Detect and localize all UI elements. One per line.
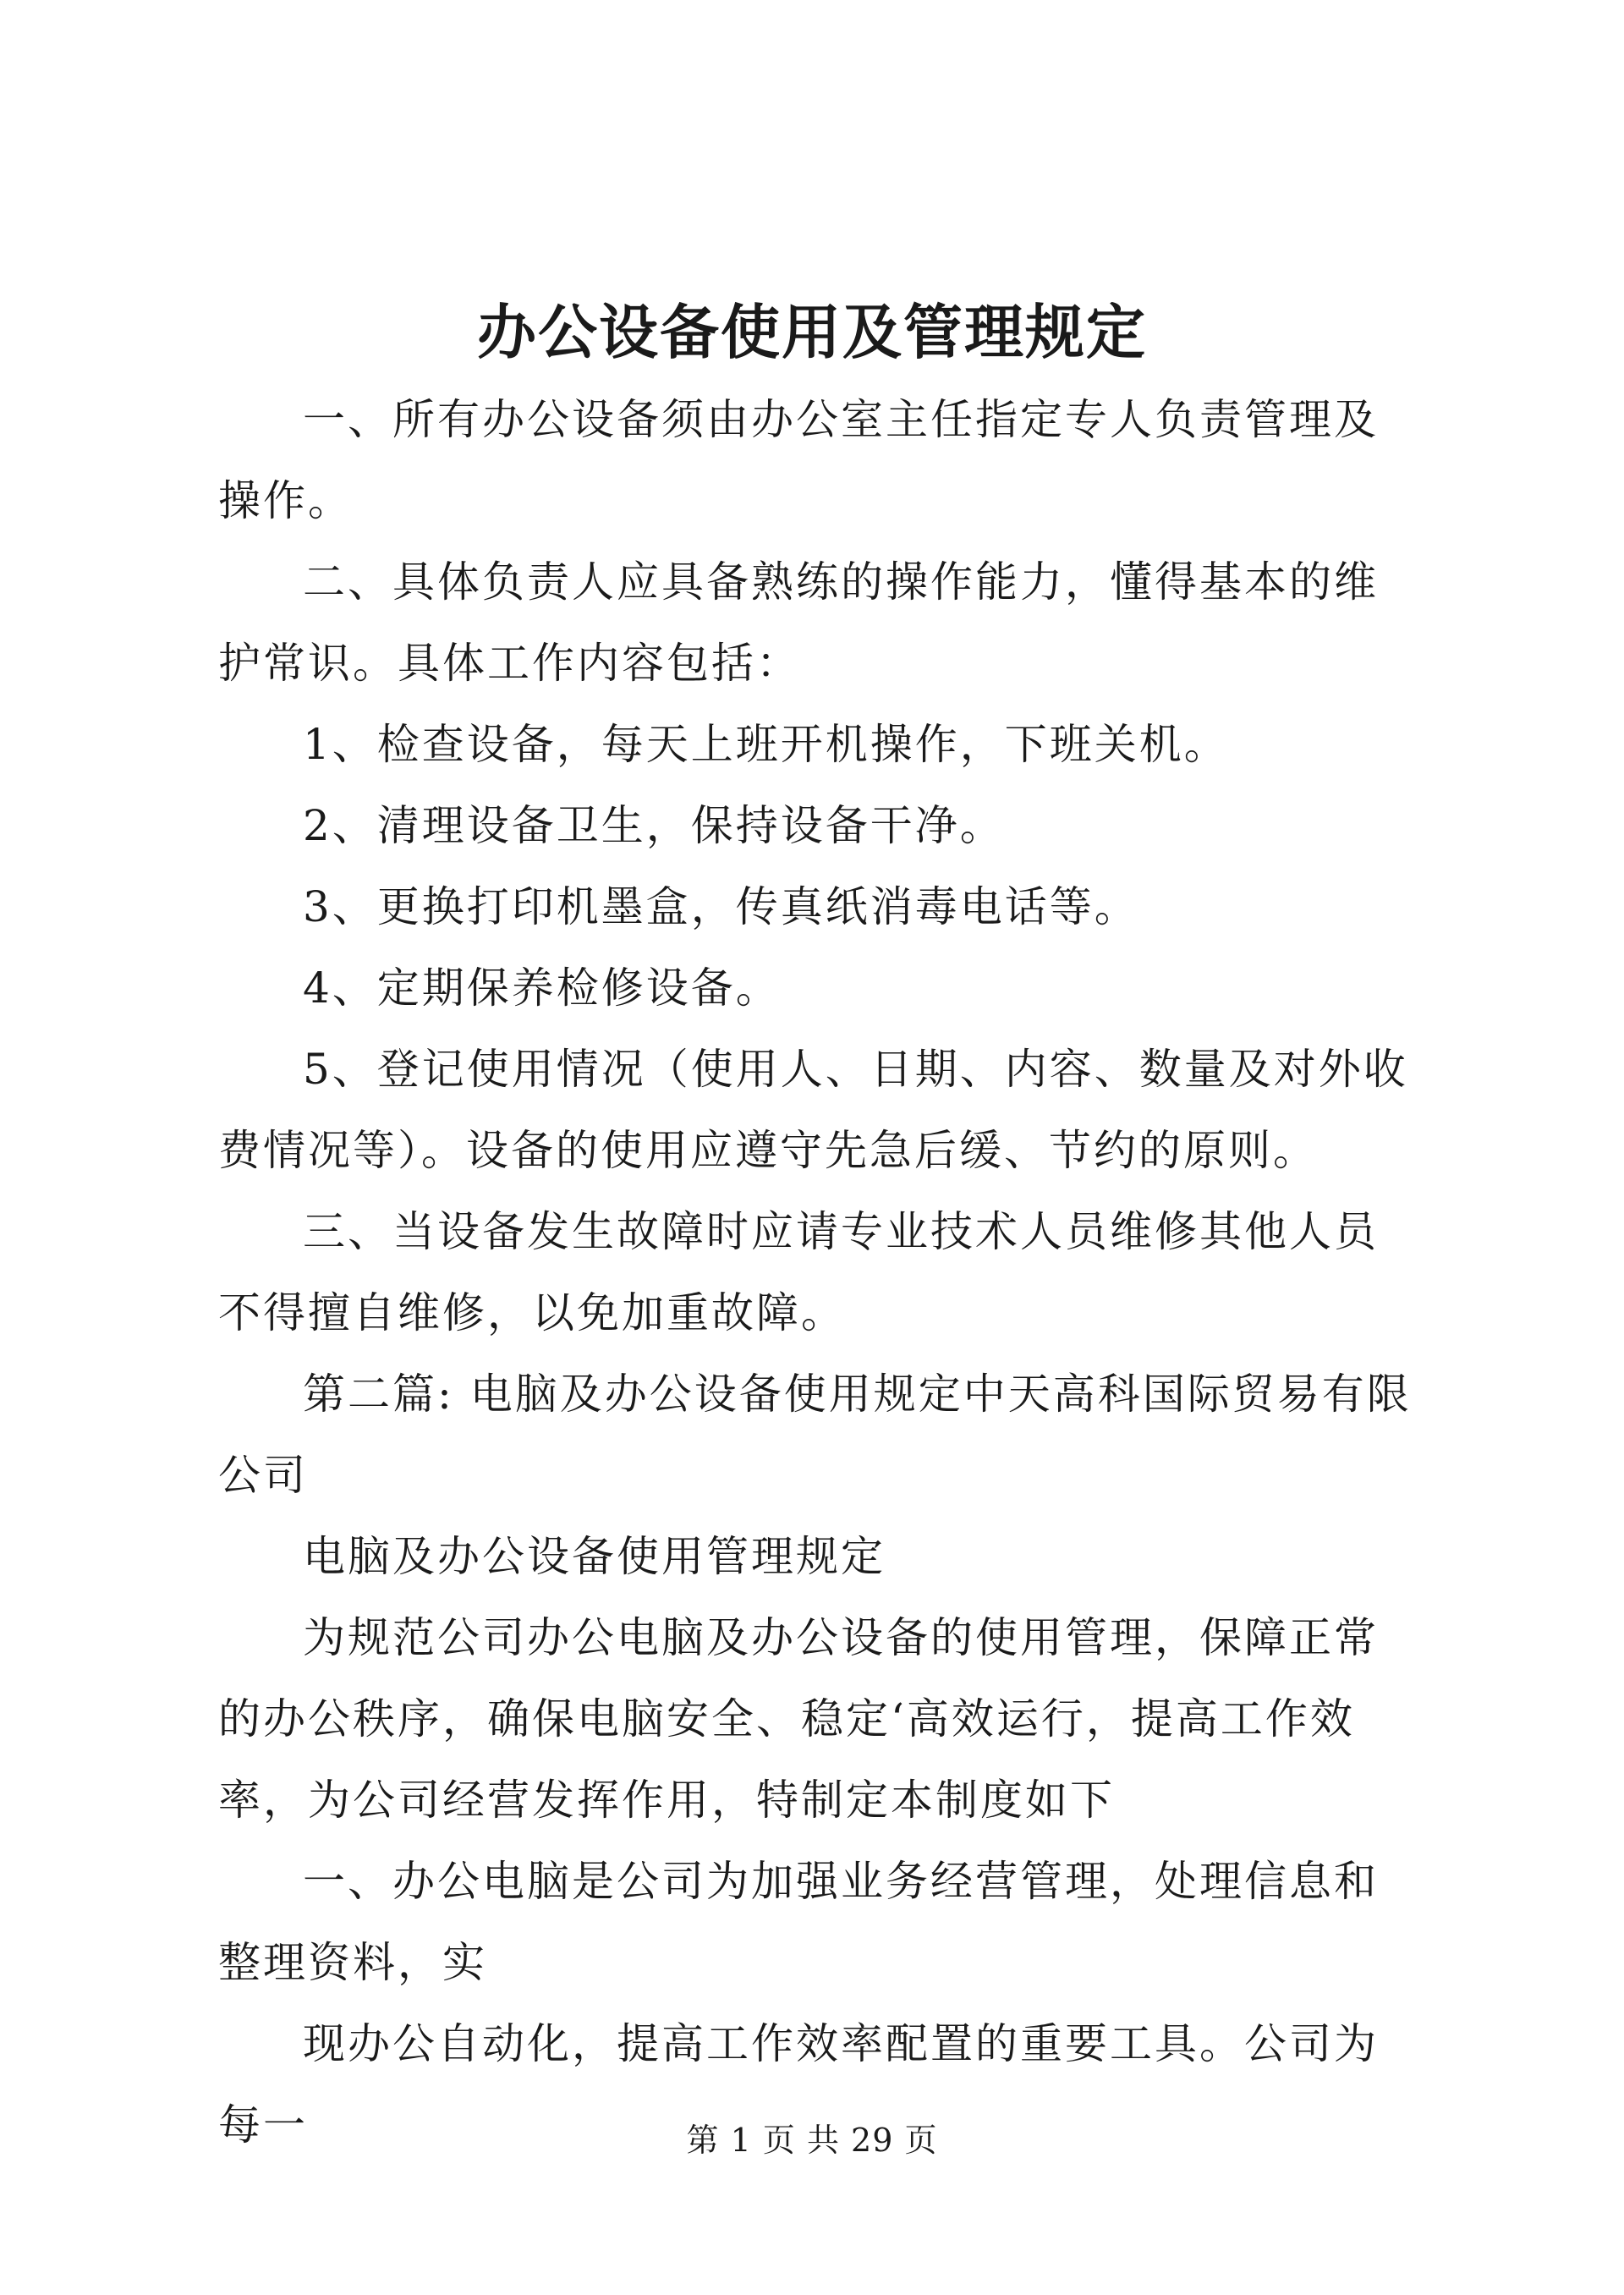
paragraph-6: 4、定期保养检修设备。 bbox=[303, 964, 781, 1013]
paragraph-7: 5、登记使用情况（使用人、日期、内容、数量及对外收费情况等）。设备的使用应遵守先急后缓、节约的原则。 bbox=[218, 1045, 1408, 1175]
paragraph-12: 一、办公电脑是公司为加强业务经营管理，处理信息和整理资料，实 bbox=[218, 1857, 1379, 1987]
paragraph-1: 一、所有办公设备须由办公室主任指定专人负责管理及操作。 bbox=[218, 395, 1379, 525]
paragraph-8: 三、当设备发生故障时应请专业技术人员维修其他人员不得擅自维修，以免加重故障。 bbox=[218, 1207, 1379, 1337]
paragraph-9: 第二篇: 电脑及办公设备使用规定中天高科国际贸易有限公司 bbox=[218, 1370, 1412, 1500]
document-body bbox=[218, 379, 1419, 2166]
paragraph-13: 现办公自动化，提高工作效率配置的重要工具。公司为每一 bbox=[218, 2019, 1379, 2150]
paragraph-11: 为规范公司办公电脑及办公设备的使用管理，保障正常的办公秩序，确保电脑安全、稳定‘高效运行，提高工作效率，为公司经营发挥作用，特制定本制度如下 bbox=[218, 1613, 1379, 1825]
paragraph-3: 1、检查设备，每天上班开机操作，下班关机。 bbox=[303, 720, 1229, 769]
page-number-footer: 第 1 页 共 29 页 bbox=[686, 2122, 938, 2159]
paragraph-4: 2、清理设备卫生，保持设备干净。 bbox=[303, 801, 1005, 850]
document-title: 办公设备使用及管理规定 bbox=[477, 297, 1147, 367]
paragraph-2: 二、具体负责人应具备熟练的操作能力，懂得基本的维护常识。具体工作内容包括： bbox=[218, 557, 1379, 688]
paragraph-5: 3、更换打印机墨盒，传真纸消毒电话等。 bbox=[303, 882, 1139, 931]
paragraph-10: 电脑及办公设备使用管理规定 bbox=[303, 1532, 886, 1581]
